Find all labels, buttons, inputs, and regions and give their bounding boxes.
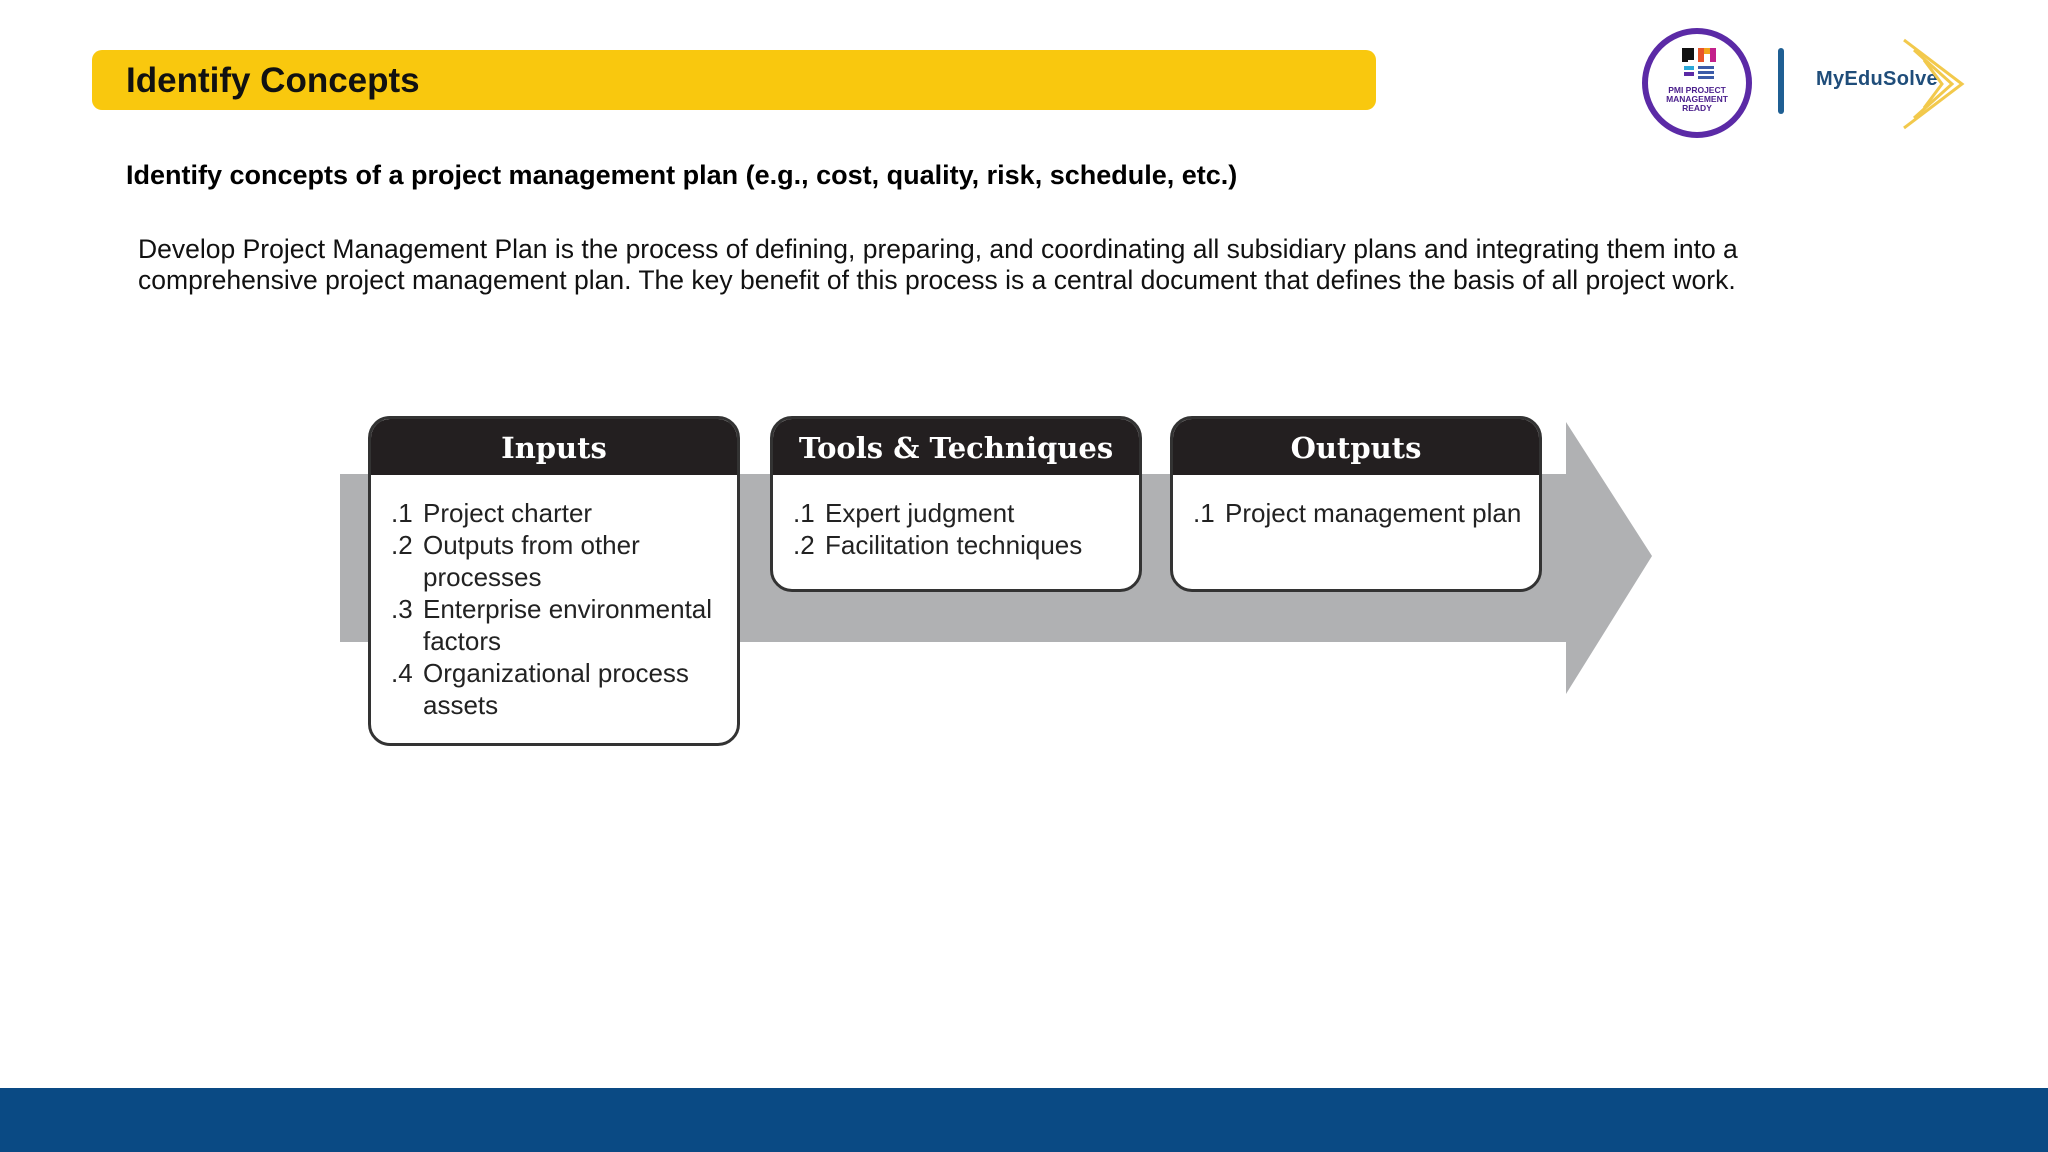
pmi-badge-logo	[1642, 28, 1752, 138]
process-diagram	[338, 414, 1658, 754]
logo-area	[1638, 26, 1978, 138]
outputs-list	[1173, 475, 1539, 529]
pmi-mark-icon	[1680, 46, 1718, 80]
inputs-list	[371, 475, 737, 721]
list-item: .1 Project management plan	[1193, 498, 1522, 528]
list-item: .1 Project charter	[391, 498, 593, 528]
tools-techniques-box	[770, 416, 1142, 592]
section-subtitle: Identify concepts of a project management plan (e.g., cost, quality, risk, schedule, etc.)	[126, 160, 1238, 190]
tools-techniques-header: Tools & Techniques	[773, 419, 1139, 475]
brand-name: MyEduSolve	[1816, 68, 1938, 90]
pmi-badge-text: PMI PROJECT MANAGEMENT READY	[1666, 85, 1728, 113]
outputs-box	[1170, 416, 1542, 592]
inputs-box	[368, 416, 740, 746]
page-title: Identify Concepts	[126, 61, 420, 100]
brand-chevron-icon	[1900, 34, 1970, 134]
list-item: .1 Expert judgment	[793, 498, 1015, 528]
footer-bar	[0, 1088, 2048, 1152]
list-item: .4 Organizational process assets	[391, 658, 689, 720]
logo-divider	[1778, 48, 1784, 114]
tools-techniques-list	[773, 475, 1139, 561]
list-item: .2 Outputs from other processes	[391, 530, 640, 592]
outputs-header: Outputs	[1173, 419, 1539, 475]
description-paragraph: Develop Project Management Plan is the process of defining, preparing, and coordinating all subsidiary plans and integrating them into a comprehensive project management plan. The key benefit of this process is a central document that defines the basis of all project work.	[138, 234, 1738, 295]
list-item: .2 Facilitation techniques	[793, 530, 1083, 560]
inputs-header: Inputs	[371, 419, 737, 475]
list-item: .3 Enterprise environmental factors	[391, 594, 713, 656]
title-bar	[92, 50, 1376, 110]
